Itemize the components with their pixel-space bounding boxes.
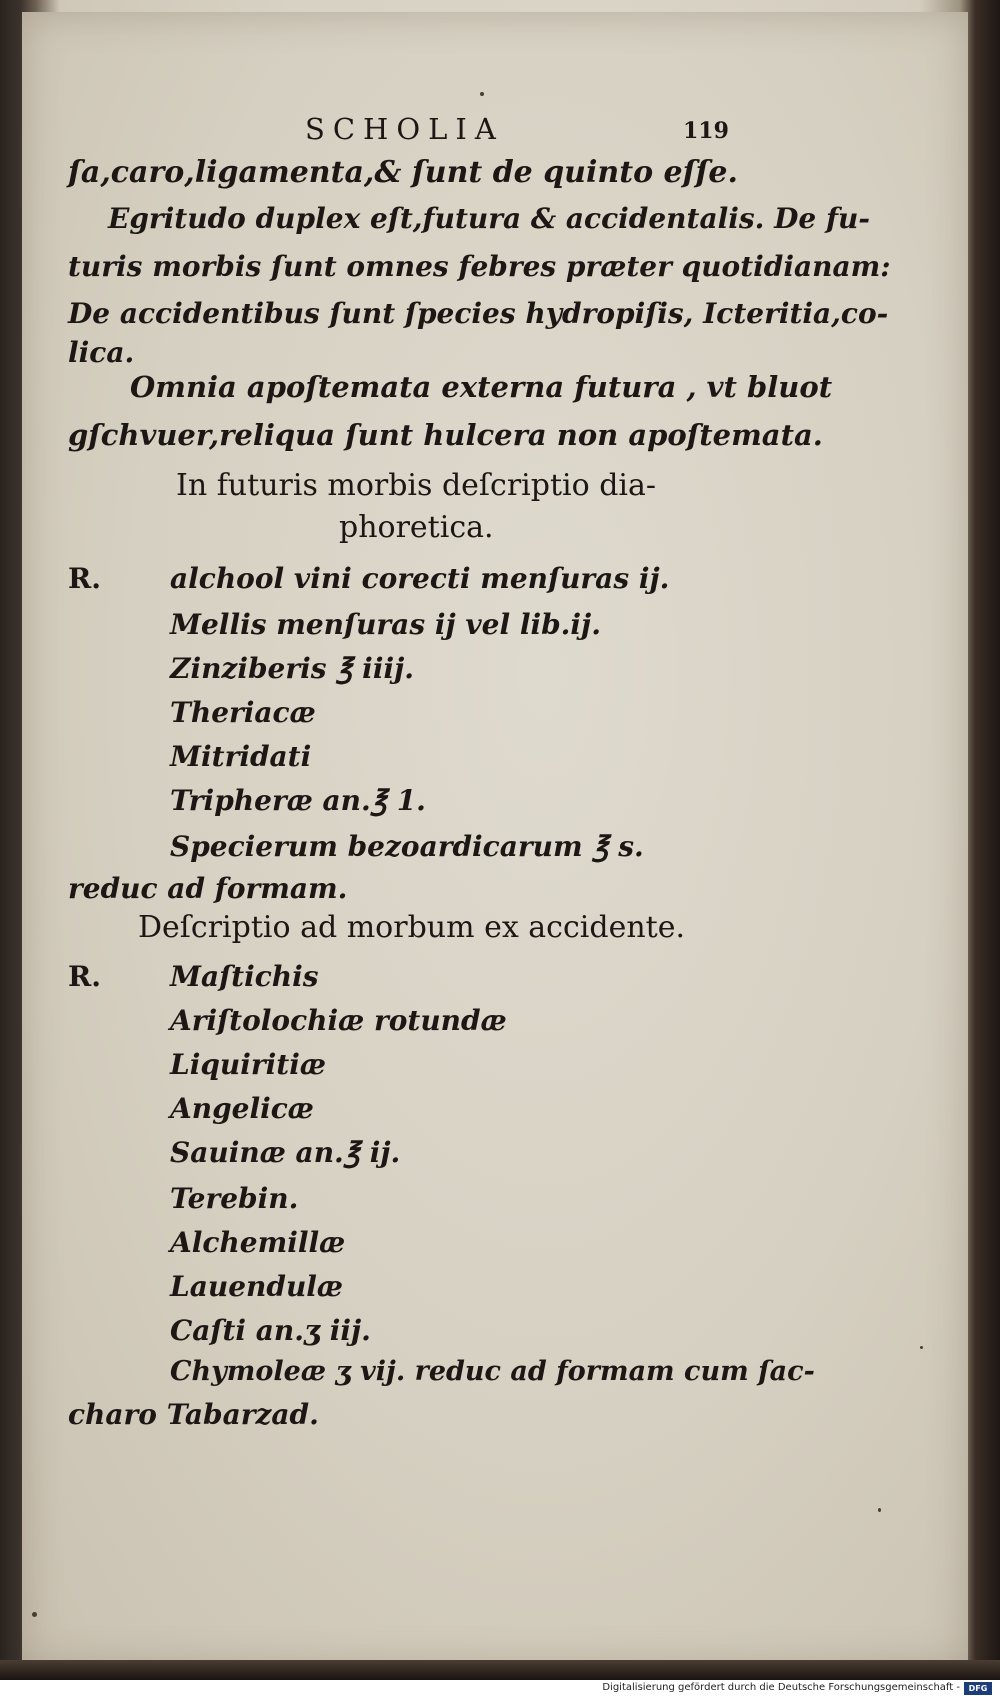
recipe-item: Angelicæ	[170, 1092, 314, 1125]
recipe-item: Caſti an.ʒ iij.	[170, 1314, 371, 1347]
recipe-item: Mellis menſuras ij vel lib.ij.	[170, 608, 601, 641]
paper-speck	[480, 92, 484, 96]
text-line: lica.	[68, 336, 135, 369]
recipe-item: Terebin.	[170, 1182, 299, 1215]
recipe-item: Ariſtolochiæ rotundæ	[170, 1004, 507, 1037]
running-head: SCHOLIA	[305, 112, 504, 146]
paper-speck	[878, 1508, 881, 1512]
text-line: Omnia apoſtemata externa futura , vt bluot	[130, 370, 833, 404]
recipe-item: Chymoleæ ʒ vij. reduc ad formam cum ſac-	[170, 1356, 815, 1387]
text-line: Egritudo duplex eſt,futura & accidentalis. De fu-	[108, 202, 871, 235]
recipe-marker: R.	[68, 960, 102, 993]
recipe-item: Mitridati	[170, 740, 312, 773]
recipe-item: Maſtichis	[170, 960, 319, 993]
dfg-logo: DFG	[964, 1682, 992, 1695]
recipe-closing: charo Tabarzad.	[68, 1398, 319, 1431]
text-line: De accidentibus ſunt ſpecies hydropiſis, Icteritia,co-	[68, 297, 889, 330]
page-number: 119	[683, 118, 729, 144]
section-heading: In futuris morbis deſcriptio dia-	[176, 468, 657, 503]
recipe-closing: reduc ad formam.	[68, 872, 348, 905]
recipe-item: alchool vini corecti menſuras ij.	[170, 562, 670, 595]
text-line: ſa,caro,ligamenta,& ſunt de quinto eſſe.	[68, 155, 738, 190]
recipe-item: Specierum bezoardicarum ℥ s.	[170, 830, 644, 863]
recipe-item: Zinziberis ℥ iiij.	[170, 652, 414, 685]
paper-speck	[32, 1612, 37, 1617]
page-edge-shadow	[0, 1660, 1000, 1680]
recipe-item: Alchemillæ	[170, 1226, 346, 1259]
text-line: gſchvuer,reliqua ſunt hulcera non apoſtemata.	[68, 418, 823, 452]
section-heading: Deſcriptio ad morbum ex accidente.	[138, 910, 686, 945]
recipe-item: Theriacæ	[170, 696, 316, 729]
footer-credit: Digitalisierung gefördert durch die Deutsche Forschungsgemeinschaft -	[602, 1682, 960, 1693]
paper-speck	[920, 1346, 923, 1349]
text-line: turis morbis ſunt omnes febres præter quotidianam:	[68, 250, 891, 283]
recipe-marker: R.	[68, 562, 102, 595]
recipe-item: Liquiritiæ	[170, 1048, 326, 1081]
recipe-item: Sauinæ an.℥ ij.	[170, 1136, 401, 1169]
recipe-item: Lauendulæ	[170, 1270, 344, 1303]
section-heading: phoretica.	[339, 510, 494, 545]
recipe-item: Tripheræ an.℥ 1.	[170, 784, 426, 817]
